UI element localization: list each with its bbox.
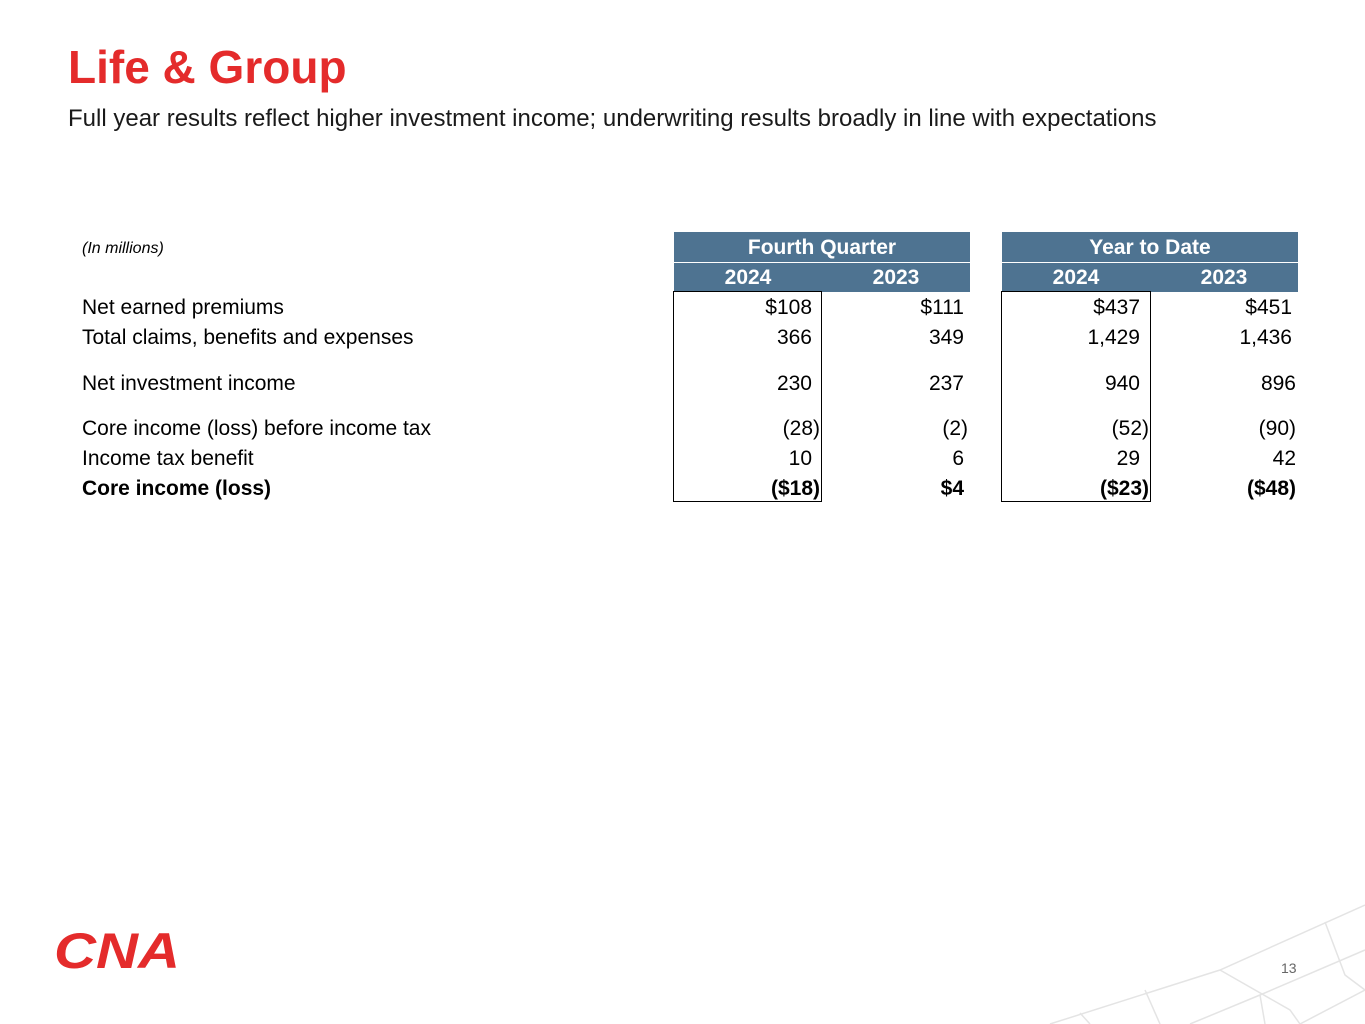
cell-value: 940	[1104, 372, 1140, 395]
cell-value: ($23)	[1099, 477, 1149, 500]
cell-value: 1,436	[1239, 326, 1292, 349]
year-header-q4-2023: 2023	[822, 263, 970, 292]
table-row-total	[0, 474, 1365, 504]
cell-value: 237	[928, 372, 964, 395]
group-header-fourth-quarter: Fourth Quarter	[674, 232, 970, 262]
cell-value: ($18)	[770, 477, 820, 500]
table-row	[0, 323, 1365, 353]
table-row	[0, 293, 1365, 323]
row-label: Income tax benefit	[82, 447, 254, 470]
cell-value: $437	[1093, 296, 1140, 319]
row-label: Total claims, benefits and expenses	[82, 326, 414, 349]
logo-text: CNA	[54, 928, 180, 970]
cell-value: $111	[920, 296, 964, 319]
table-row	[0, 444, 1365, 474]
cell-value: (2)	[942, 417, 968, 440]
cell-value: 29	[1116, 447, 1140, 470]
page-number: 13	[1281, 960, 1297, 976]
cell-value: ($48)	[1246, 477, 1296, 500]
table-row	[0, 414, 1365, 444]
cell-value: $108	[765, 296, 812, 319]
cell-value: 10	[788, 447, 812, 470]
year-header-q4-2024: 2024	[674, 263, 822, 292]
cell-value: 896	[1260, 372, 1296, 395]
units-note: (In millions)	[82, 240, 164, 257]
page-subtitle: Full year results reflect higher investment income; underwriting results broadly in line with expectations	[68, 105, 1157, 132]
cell-value: 42	[1272, 447, 1296, 470]
cell-value: $451	[1245, 296, 1292, 319]
cell-value: (28)	[782, 417, 820, 440]
cell-value: 230	[776, 372, 812, 395]
row-label: Core income (loss) before income tax	[82, 417, 431, 440]
row-label: Net earned premiums	[82, 296, 284, 319]
decorative-line-pattern	[1040, 900, 1365, 1024]
cell-value: (90)	[1258, 417, 1296, 440]
cell-value: 1,429	[1087, 326, 1140, 349]
year-header-ytd-2024: 2024	[1002, 263, 1150, 292]
cell-value: $4	[940, 477, 964, 500]
cell-value: 349	[928, 326, 964, 349]
row-label: Net investment income	[82, 372, 296, 395]
year-header-ytd-2023: 2023	[1150, 263, 1298, 292]
cna-logo	[54, 928, 181, 970]
cell-value: 6	[952, 447, 964, 470]
cell-value: (52)	[1111, 417, 1149, 440]
row-label: Core income (loss)	[82, 477, 272, 500]
cell-value: 366	[776, 326, 812, 349]
group-header-year-to-date: Year to Date	[1002, 232, 1298, 262]
table-row	[0, 369, 1365, 399]
page-title: Life & Group	[68, 41, 347, 93]
